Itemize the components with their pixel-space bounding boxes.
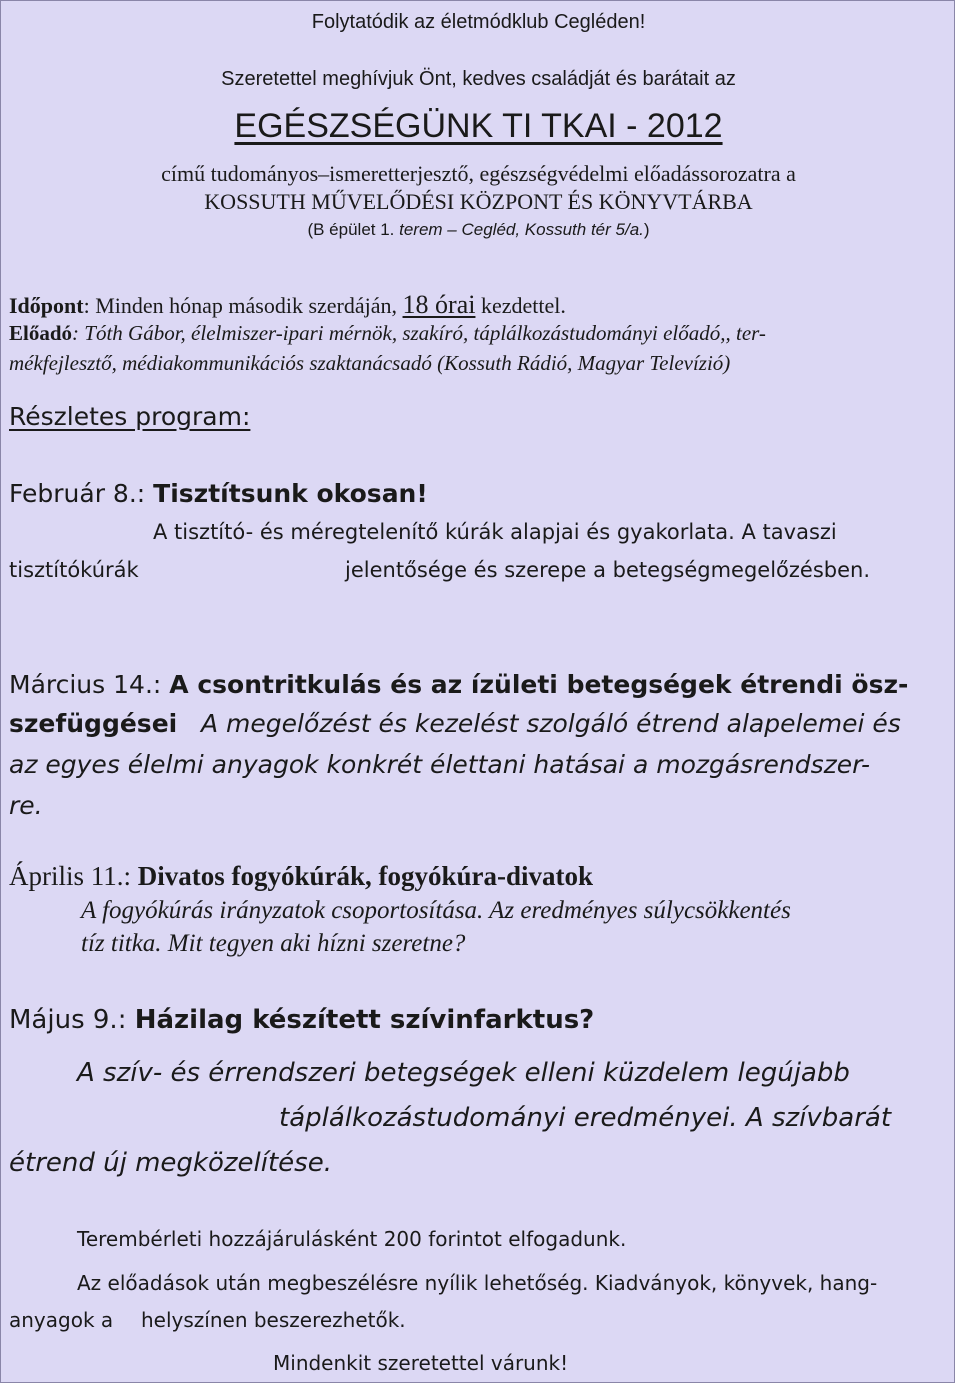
event-may-desc-2: táplálkozástudományi eredményei. A szívbarát xyxy=(279,1103,892,1133)
event-march-desc-2: az egyes élelmi anyagok konkrét élettani hatásai a mozgásrendszer- xyxy=(9,750,871,779)
event-march-desc-3: re. xyxy=(9,791,43,820)
closing-line: Mindenkit szeretettel várunk! xyxy=(273,1351,569,1375)
discussion-note-1: Az előadások után megbeszélésre nyílik lehetőség. Kiadványok, könyvek, hang- xyxy=(77,1271,878,1295)
venue-address: (B épület 1. terem – Cegléd, Kossuth tér 5/a.) xyxy=(307,220,650,239)
event-may-desc-3: étrend új megközelítése. xyxy=(9,1148,332,1178)
event-march-desc-1: A megelőzést és kezelést szolgáló étrend alapelemei és xyxy=(201,709,901,738)
event-march-title: Március 14.: A csontritkulás és az ízületi betegségek étrendi ösz- xyxy=(9,670,909,699)
discussion-note-2a: anyagok a xyxy=(9,1308,114,1332)
fee-note: Terembérleti hozzájárulásként 200 forintot elfogadunk. xyxy=(77,1227,627,1251)
venue-name: KOSSUTH MŰVELŐDÉSI KÖZPONT ÉS KÖNYVTÁRBA xyxy=(204,189,753,214)
presenter-line-1: Előadó: Tóth Gábor, élelmiszer-ipari mérnök, szakíró, táplálkozástudományi előadó,, ter- xyxy=(9,321,766,345)
event-february-desc-1: A tisztító- és méregtelenítő kúrák alapjai és gyakorlata. A tavaszi xyxy=(153,520,837,544)
discussion-note-2b: helyszínen beszerezhetők. xyxy=(141,1308,406,1332)
invitation-line: Szeretettel meghívjuk Önt, kedves családját és barátait az xyxy=(221,68,736,90)
intro-line: Folytatódik az életmódklub Cegléden! xyxy=(311,11,646,33)
program-heading: Részletes program: xyxy=(9,402,251,431)
event-march-title-cont: szefüggései xyxy=(9,709,178,738)
event-april-desc-1: A fogyókúrás irányzatok csoportosítása. Az eredményes súlycsökkentés xyxy=(81,897,791,924)
presenter-line-2: mékfejlesztő, médiakommunikációs szaktanácsadó (Kossuth Rádió, Magyar Televízió) xyxy=(9,351,731,375)
event-february-title: Február 8.: Tisztítsunk okosan! xyxy=(9,479,428,508)
event-may-desc-1: A szív- és érrendszeri betegségek elleni küzdelem legújabb xyxy=(77,1058,850,1088)
event-april-desc-2: tíz titka. Mit tegyen aki hízni szeretne? xyxy=(81,930,466,957)
event-may-title: Május 9.: Házilag készített szívinfarktus? xyxy=(9,1005,595,1035)
schedule-line: Időpont: Minden hónap második szerdáján, 18 órai kezdettel. xyxy=(9,290,566,319)
series-description: című tudományos–ismeretterjesztő, egészségvédelmi előadássorozatra a xyxy=(161,161,796,186)
event-february-desc-2a: tisztítókúrák xyxy=(9,558,139,582)
event-april-title: Április 11.: Divatos fogyókúrák, fogyókúra-divatok xyxy=(9,861,594,891)
event-february-desc-2b: jelentősége és szerepe a betegségmegelőzésben. xyxy=(345,558,871,582)
series-title: EGÉSZSÉGÜNK TI TKAI - 2012 xyxy=(234,107,723,145)
